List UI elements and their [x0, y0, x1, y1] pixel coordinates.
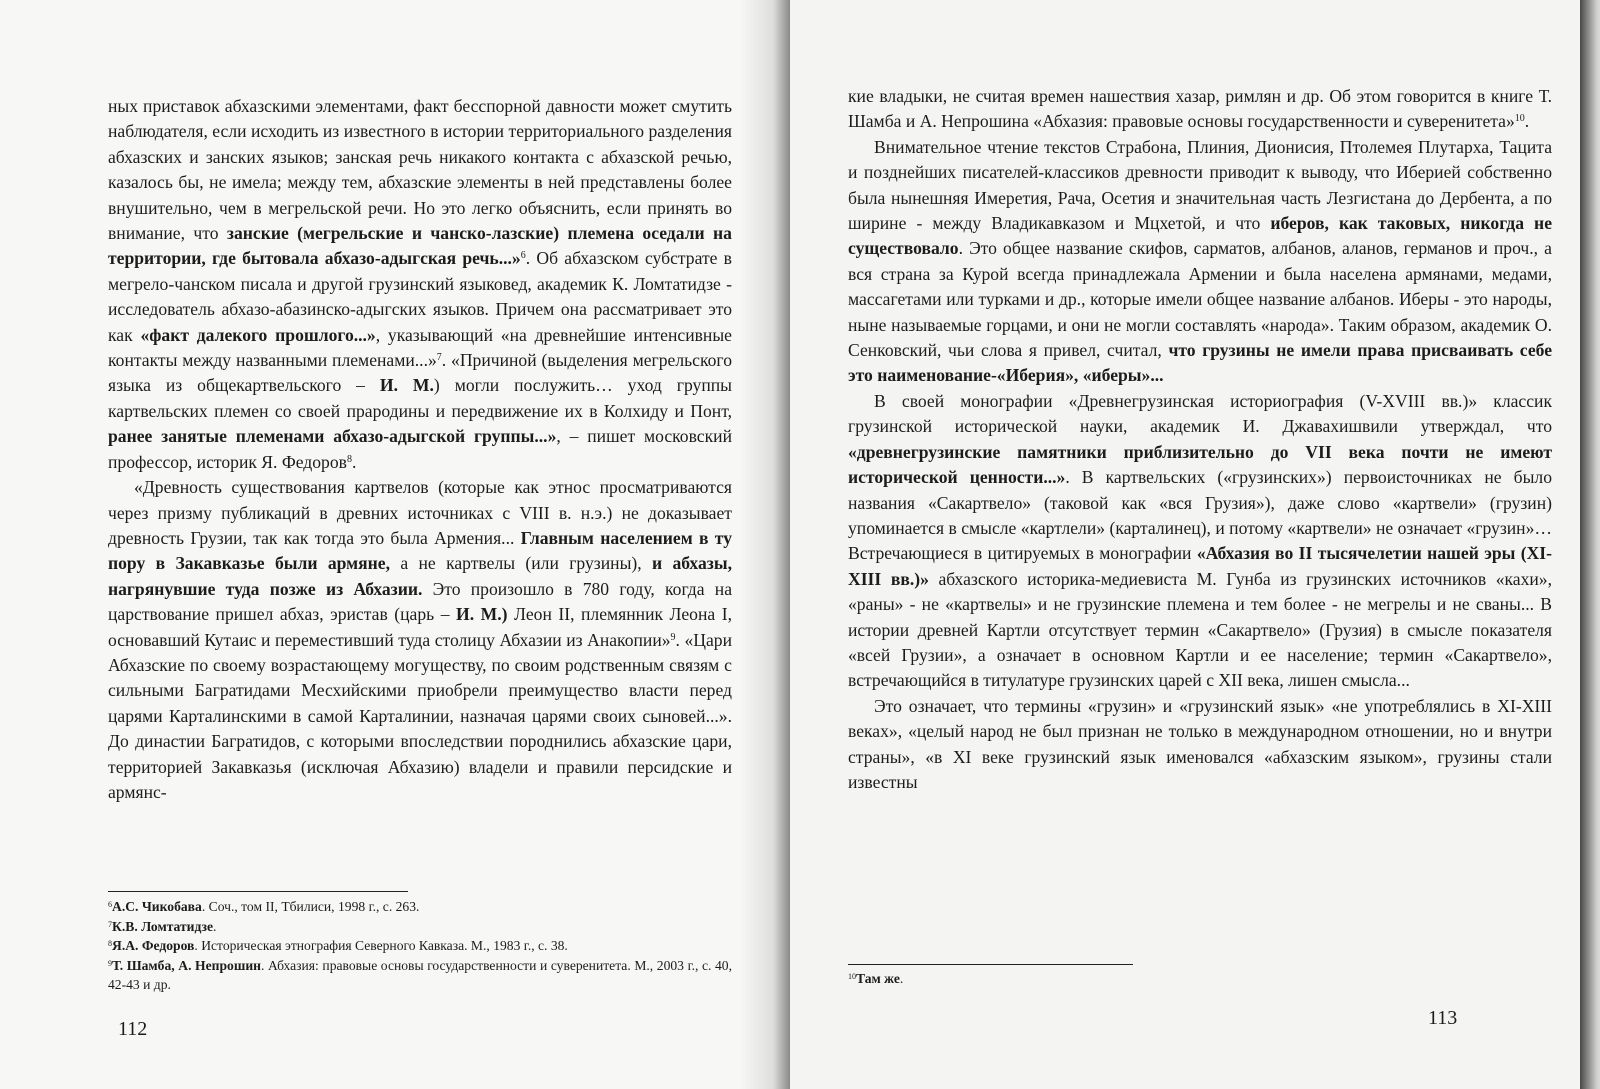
paragraph	[108, 94, 732, 475]
footnote-number: 6	[108, 900, 112, 909]
footnote-author: К.В. Ломтатидзе	[112, 918, 214, 934]
footnote	[108, 956, 732, 995]
left-gutter-shadow	[740, 0, 790, 1089]
text-run: , – пишет московский профессор, историк Я. Федоров	[108, 426, 732, 472]
footnote-text: .	[213, 918, 217, 934]
left-page-footnotes	[108, 897, 732, 995]
text-run: кие владыки, не считая времен нашествия хазар, римлян и др. Об этом говорится в книге Т. Шамба и А. Непрошина «Абхазия: правовые основы государственности и суверенитета»	[848, 86, 1552, 132]
right-page	[790, 0, 1600, 1089]
footnote-marker: 9	[670, 631, 676, 643]
text-run: Это произошло в 780 году, когда на царствование пришел абхаз, эристав (царь –	[108, 578, 732, 625]
footnote-marker: 6	[520, 250, 526, 262]
text-run: «Древность существования картвелов (которые как этнос просматриваются через призму публикаций в древних источниках с VIII в. н.э.) не доказывает древность Грузии, так как тогда это была Армения...	[108, 477, 732, 548]
bold-phrase: «древнегрузинские памятники приблизительно до VII века почти не имеют исторической ценности...»	[848, 441, 1552, 488]
right-footnote-rule	[848, 964, 1133, 965]
text-run: а не картвелы (или грузины),	[390, 553, 653, 574]
text-run: Внимательное чтение текстов Страбона, Плиния, Дионисия, Птолемея Плутарха, Тацита и позднейших писателей-классиков древности приводит к выводу, что Иберией собственно была нынешняя Имеретия, Рача, Осетия и значительная часть Лезгистана до Дербента, а по ширине - между Владикавказом и Мцхетой, и что	[848, 136, 1552, 234]
bold-phrase: занские (мегрельские и чанско-лазские) племена оседали на территории, где бытовала абхазо-адыгская речь...»	[108, 223, 732, 269]
text-run: ) могли послужить… уход группы картвельских племен со своей прародины и передвижение их в Колхиду и Понт,	[108, 375, 732, 421]
bold-phrase: «Абхазия во II тысячелетии нашей эры (XI-XIII вв.)»	[848, 543, 1552, 589]
text-run: ных приставок абхазскими элементами, факт бесспорной давности может смутить наблюдателя, если исходить из известного в истории территориального разделения абхазских и занских языков; занская речь никакого контакта с абхазской речью, казалось бы, не имела; между тем, абхазские элементы в ней представлены более внушительно, чем в мегрельской речи. Но это легко объяснить, если принять во внимание, что	[108, 96, 732, 244]
footnote	[848, 969, 1248, 989]
footnote-author: Там же	[856, 971, 900, 986]
text-run: . «Цари Абхазские по своему возрастающему могуществу, по своим родственным связям с сильными Багратидами Месхийскими приобрели преимущество власти перед царями Карталинскими в самой Карталинии, назначая царями своих сыновей...». До династии Багратидов, с которыми впоследствии породнились абхазские цари, территорией Закавказья (исключая Абхазию) владели и правили персидские и армянс-	[108, 629, 732, 802]
bold-phrase: ранее занятые племенами абхазо-адыгской группы...»	[108, 426, 557, 447]
footnote-author: Т. Шамба, А. Непрошин	[112, 957, 261, 973]
text-run: . В картвельских («грузинских») первоисточниках не было названия «Сакартвело» (таковой как «вся Грузия»), даже слово «картвели» (грузин) упоминается в смысле «картлели» (карталинец), и потому «картвели» не означает «грузин»… Встречающиеся в цитируемых в монографии	[848, 467, 1552, 564]
paragraph	[108, 475, 732, 805]
footnote-marker: 8	[346, 453, 352, 465]
footnote-text: .	[899, 971, 904, 986]
text-run: В своей монографии «Древнегрузинская историография (V-XVIII вв.)» классик грузинской исторической науки, академик И. Джавахишвили утверждал, что	[848, 390, 1552, 437]
bold-phrase: иберов, как таковых, никогда не существовало	[848, 213, 1552, 259]
text-run: Это означает, что термины «грузин» и «грузинский язык» «не употреблялись в XI-XIII веках», «целый народ не был признан не только в международном отношении, но и внутри страны», «в XI веке грузинский язык именовался «абхазским языком», грузины стали известны	[848, 695, 1552, 792]
paragraph	[848, 694, 1552, 796]
footnote	[108, 897, 732, 917]
footnote-author: А.С. Чикобава	[112, 899, 202, 914]
footnote-text: . Соч., том II, Тбилиси, 1998 г., с. 263.	[201, 899, 420, 914]
footnote-number: 8	[108, 939, 112, 949]
bold-phrase: Главным населением в ту пору в Закавказье были армяне,	[108, 527, 732, 574]
footnote-marker: 7	[436, 352, 442, 364]
paragraph	[848, 84, 1552, 135]
right-page-footnotes	[848, 969, 1248, 989]
paragraph	[848, 389, 1552, 694]
text-run: .	[1524, 111, 1530, 132]
right-page-number: 113	[1428, 1007, 1458, 1029]
bold-phrase: И. М.)	[456, 604, 508, 625]
footnote-marker: 10	[1514, 113, 1525, 125]
text-run: .	[351, 451, 357, 472]
footnote-author: Я.А. Федоров	[112, 938, 195, 954]
footnote-text: . Абхазия: правовые основы государственности и суверенитета. М., 2003 г., с. 40, 42-43 и др.	[108, 957, 732, 993]
left-page	[0, 0, 790, 1089]
right-gutter-shadow	[1580, 0, 1600, 1089]
right-page-body-text	[848, 84, 1552, 795]
bold-phrase: и абхазы, нагрянувшие туда позже из Абхазии.	[108, 553, 732, 599]
left-footnote-rule	[108, 891, 408, 892]
left-page-body-text	[108, 94, 732, 805]
footnote	[108, 936, 732, 956]
left-page-number: 112	[118, 1018, 148, 1040]
footnote-number: 7	[108, 919, 112, 929]
bold-phrase: что грузины не имели права присваивать себе это наименование-«Иберия», «иберы»...	[848, 340, 1552, 386]
bold-phrase: И. М.	[379, 375, 434, 396]
footnote-number: 10	[848, 972, 856, 981]
text-run: . Об абхазском субстрате в мегрело-чанском писала и другой грузинский языковед, академик К. Ломтатидзе - исследователь абхазо-абазинско-адыгских языков. Причем она рассматривает это как	[108, 248, 732, 345]
footnote-number: 9	[108, 958, 112, 968]
text-run: , указывающий «на древнейшие интенсивные контакты между названными племенами...»	[108, 324, 732, 371]
footnote	[108, 917, 732, 937]
text-run: . «Причиной (выделения мегрельского языка из общекартвельского –	[108, 350, 732, 396]
bold-phrase: «факт далекого прошлого...»	[140, 324, 376, 345]
footnote-text: . Историческая этнография Северного Кавказа. М., 1983 г., с. 38.	[194, 938, 568, 954]
text-run: Леон II, племянник Леона I, основавший Кутаис и переместивший туда столицу Абхазии из Анакопии»	[108, 604, 732, 650]
paragraph	[848, 135, 1552, 389]
text-run: абхазского историка-медиевиста М. Гунба из грузинских источников «кахи», «раны» - не «картвелы» и не грузинские племена и тем более - не мегрелы и не сваны... В истории древней Картли отсутствует термин «Сакартвело» (Грузия) в смысле показателя «всей Грузии», а означает в основном Картли и ее население; термин «Сакартвело», встречающийся в титулатуре грузинских царей с XII века, лишен смысла...	[848, 568, 1552, 691]
text-run: . Это общее название скифов, сарматов, албанов, аланов, германов и проч., а вся страна за Курой всегда принадлежала Армении и была населена армянами, медами, массагетами или турками и др., которые имели общее название албанов. Иберы - это народы, ныне называемые горцами, и они не могли составлять «народа». Таким образом, академик О. Сенковский, чьи слова я привел, считал,	[848, 238, 1552, 361]
